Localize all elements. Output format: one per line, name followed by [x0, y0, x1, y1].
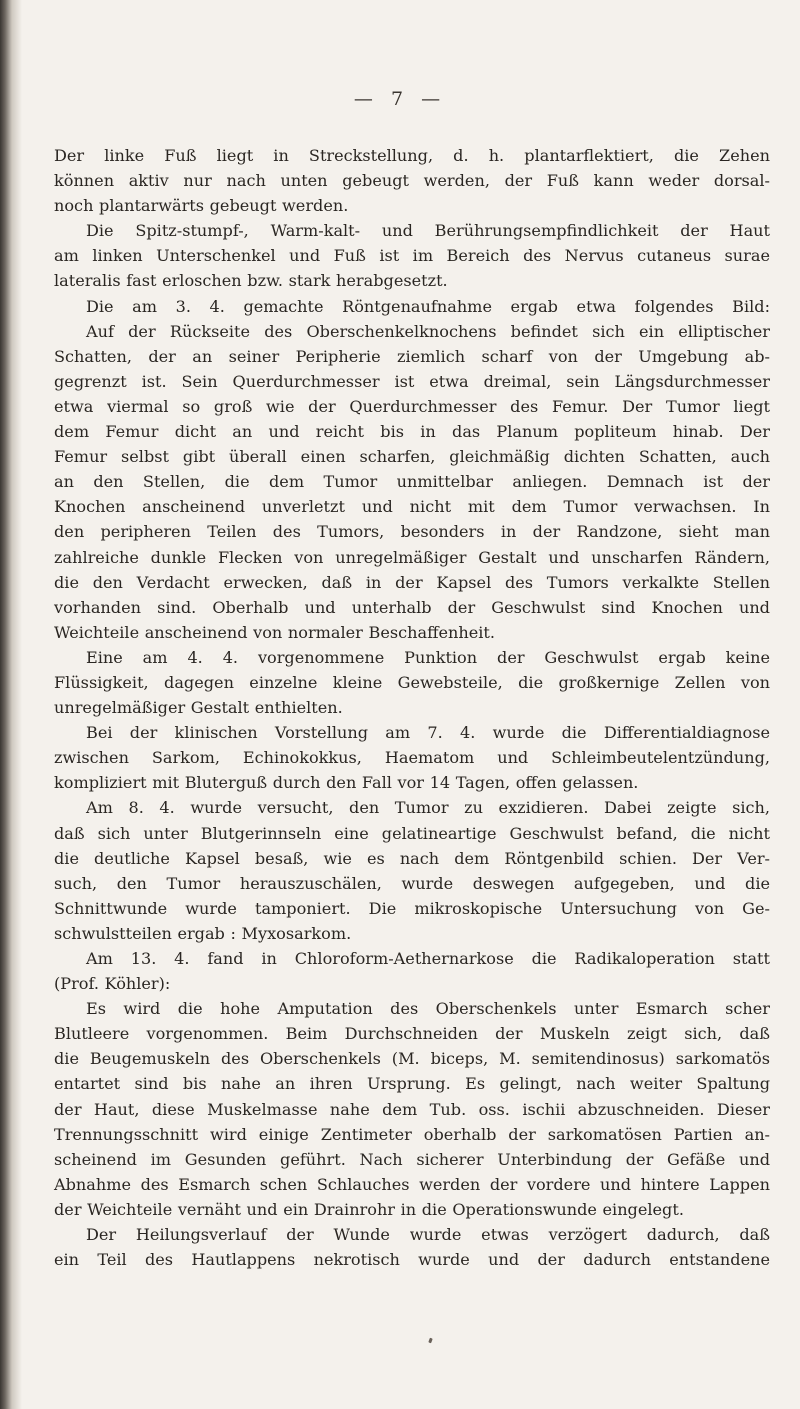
text-line: Bei der klinischen Vorstellung am 7. 4. wurde die Differentialdiagnose — [86, 723, 770, 743]
text-line: der Weichteile vernäht und ein Drainrohr in die Operationswunde eingelegt. — [54, 1199, 684, 1219]
text-line: Die Spitz-stumpf-, Warm-kalt- und Berührungsempfindlichkeit der Haut — [86, 221, 770, 241]
text-line: die Beugemuskeln des Oberschenkels (M. biceps, M. semitendinosus) sarkomatös — [54, 1049, 770, 1069]
text-line: können aktiv nur nach unten gebeugt werden, der Fuß kann weder dorsal- — [54, 171, 770, 191]
text-line: dem Femur dicht an und reicht bis in das Planum popliteum hinab. Der — [54, 422, 770, 442]
text-line: unregelmäßiger Gestalt enthielten. — [54, 698, 343, 718]
text-line: Am 8. 4. wurde versucht, den Tumor zu exzidieren. Dabei zeigte sich, — [86, 798, 770, 818]
text-line: kompliziert mit Bluterguß durch den Fall vor 14 Tagen, offen gelassen. — [54, 773, 639, 793]
text-line: Weichteile anscheinend von normaler Beschaffenheit. — [54, 622, 496, 642]
text-line: schwulstteilen ergab : Myxosarkom. — [54, 923, 352, 943]
text-line: Auf der Rückseite des Oberschenkelknochens befindet sich ein elliptischer — [86, 321, 770, 341]
text-line: Flüssigkeit, dagegen einzelne kleine Gewebsteile, die großkernige Zellen von — [54, 672, 770, 692]
text-line: Femur selbst gibt überall einen scharfen, gleichmäßig dichten Schatten, auch — [54, 447, 770, 467]
text-line: gegrenzt ist. Sein Querdurchmesser ist etwa dreimal, sein Längsdurchmesser — [54, 371, 770, 391]
text-line: entartet sind bis nahe an ihren Ursprung. Es gelingt, nach weiter Spaltung — [54, 1074, 770, 1094]
body-text — [54, 143, 770, 1272]
text-line: vorhanden sind. Oberhalb und unterhalb der Geschwulst sind Knochen und — [54, 597, 770, 617]
text-line: Die am 3. 4. gemachte Röntgenaufnahme ergab etwa folgendes Bild: — [86, 296, 770, 316]
text-line: am linken Unterschenkel und Fuß ist im Bereich des Nervus cutaneus surae — [54, 246, 770, 266]
ink-speck — [428, 1338, 433, 1344]
text-line: Blutleere vorgenommen. Beim Durchschneiden der Muskeln zeigt sich, daß — [54, 1024, 770, 1044]
text-line: Der linke Fuß liegt in Streckstellung, d. h. plantarflektiert, die Zehen — [54, 146, 770, 165]
text-line: der Haut, diese Muskelmasse nahe dem Tub. oss. ischii abzuschneiden. Dieser — [54, 1099, 770, 1119]
text-line: zwischen Sarkom, Echinokokkus, Haematom und Schleimbeutelentzündung, — [54, 748, 770, 768]
text-line: Knochen anscheinend unverletzt und nicht mit dem Tumor verwachsen. In — [54, 497, 770, 517]
text-line: den peripheren Teilen des Tumors, besonders in der Randzone, sieht man — [54, 522, 770, 542]
text-line: Am 13. 4. fand in Chloroform-Aethernarkose die Radikaloperation statt — [86, 949, 770, 968]
text-line: Der Heilungsverlauf der Wunde wurde etwas verzögert dadurch, daß — [86, 1225, 770, 1245]
book-spine-shadow — [0, 0, 22, 1409]
text-line: (Prof. Köhler): — [54, 974, 171, 994]
text-line: daß sich unter Blutgerinnseln eine gelatineartige Geschwulst befand, die nicht — [54, 823, 770, 843]
text-line: die deutliche Kapsel besaß, wie es nach dem Röntgenbild schien. Der Ver- — [54, 848, 770, 868]
text-line: zahlreiche dunkle Flecken von unregelmäßiger Gestalt und unscharfen Rändern, — [54, 547, 770, 567]
text-line: an den Stellen, die dem Tumor unmittelbar anliegen. Demnach ist der — [54, 472, 770, 492]
page-number: — 7 — — [353, 88, 447, 110]
text-line: noch plantarwärts gebeugt werden. — [54, 196, 349, 216]
text-line: die den Verdacht erwecken, daß in der Kapsel des Tumors verkalkte Stellen — [54, 572, 770, 592]
text-line: scheinend im Gesunden geführt. Nach sicherer Unterbindung der Gefäße und — [54, 1149, 770, 1169]
text-line: such, den Tumor herauszuschälen, wurde deswegen aufgegeben, und die — [54, 873, 770, 893]
text-line: etwa viermal so groß wie der Querdurchmesser des Femur. Der Tumor liegt — [54, 396, 770, 416]
text-line: ein Teil des Hautlappens nekrotisch wurde und der dadurch entstandene — [54, 1250, 770, 1270]
text-line: lateralis fast erloschen bzw. stark herabgesetzt. — [54, 271, 448, 291]
text-line: Es wird die hohe Amputation des Oberschenkels unter Esmarch scher — [86, 999, 770, 1019]
text-line: Abnahme des Esmarch schen Schlauches werden der vordere und hintere Lappen — [54, 1174, 770, 1194]
text-line: Trennungsschnitt wird einige Zentimeter oberhalb der sarkomatösen Partien an- — [54, 1124, 770, 1144]
text-line: Schatten, der an seiner Peripherie ziemlich scharf von der Umgebung ab- — [54, 346, 770, 366]
text-line: Schnittwunde wurde tamponiert. Die mikroskopische Untersuchung von Ge- — [54, 898, 770, 918]
text-line: Eine am 4. 4. vorgenommene Punktion der Geschwulst ergab keine — [86, 647, 770, 667]
